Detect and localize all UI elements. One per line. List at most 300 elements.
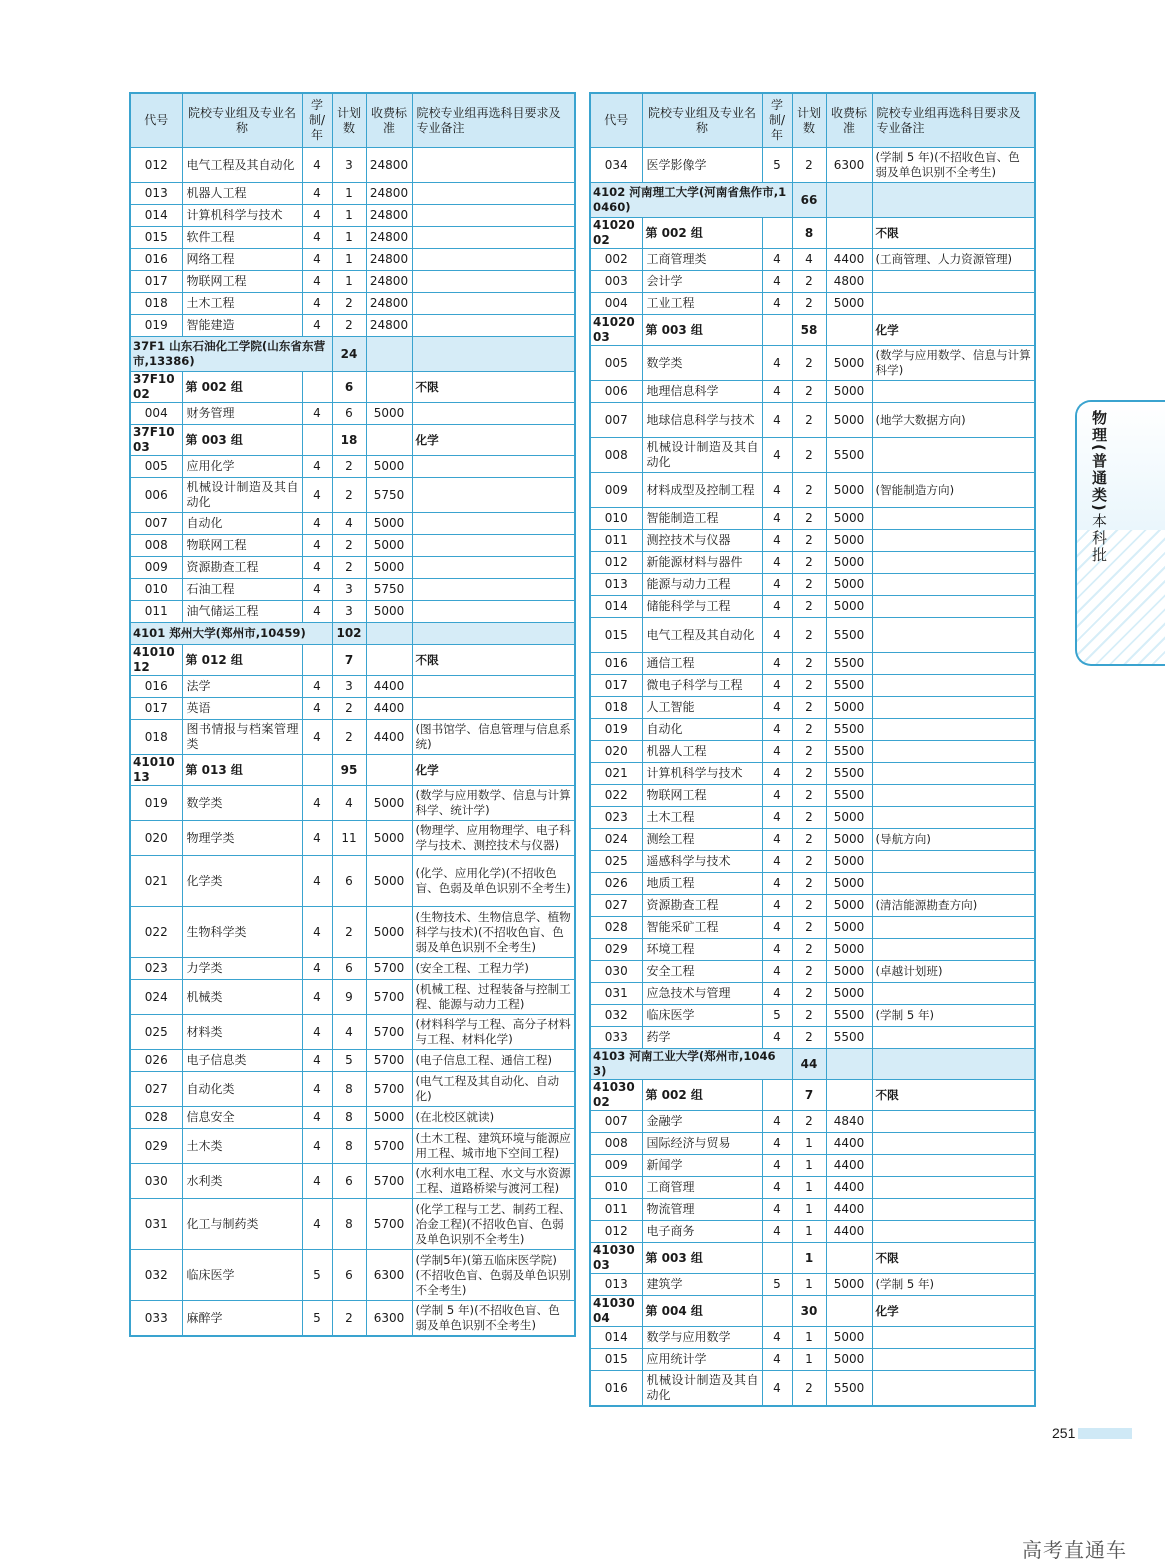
major-years: 4 [762,1349,792,1371]
major-plan: 1 [792,1199,826,1221]
major-years: 4 [302,980,332,1015]
group-years-empty [302,755,332,786]
major-row [590,403,1035,438]
major-code: 029 [590,939,642,961]
major-years: 4 [302,1164,332,1199]
major-note [872,508,1035,530]
major-name: 工业工程 [642,293,762,315]
major-note [412,579,575,601]
major-code: 018 [130,293,182,315]
major-row [590,983,1035,1005]
major-years: 4 [302,293,332,315]
major-code: 021 [130,856,182,907]
major-code: 011 [590,1199,642,1221]
major-name: 医学影像学 [642,148,762,183]
major-plan: 2 [792,763,826,785]
major-years: 4 [762,675,792,697]
major-row [130,856,575,907]
major-note [872,1199,1035,1221]
major-name: 化学类 [182,856,302,907]
major-years: 4 [302,557,332,579]
major-years: 4 [302,403,332,425]
major-code: 008 [130,535,182,557]
major-name: 会计学 [642,271,762,293]
group-fee-empty [366,755,412,786]
major-row [130,183,575,205]
major-fee: 5500 [826,763,872,785]
major-note [872,1327,1035,1349]
major-plan: 1 [792,1133,826,1155]
major-plan: 1 [792,1155,826,1177]
major-years: 4 [762,530,792,552]
table-header-row [590,93,1035,148]
major-code: 006 [590,381,642,403]
major-fee: 4400 [366,698,412,720]
major-plan: 2 [332,1301,366,1337]
major-plan: 5 [332,1050,366,1072]
major-fee: 6300 [826,148,872,183]
major-note [412,456,575,478]
major-note [872,851,1035,873]
major-fee: 6300 [366,1250,412,1301]
major-name: 物联网工程 [182,271,302,293]
major-code: 013 [130,183,182,205]
major-plan: 2 [792,596,826,618]
group-name: 第 003 组 [182,425,302,456]
major-code: 009 [130,557,182,579]
major-years: 5 [762,1005,792,1027]
major-name: 力学类 [182,958,302,980]
major-fee: 5000 [826,807,872,829]
school-note-empty [412,623,575,645]
major-fee: 5000 [366,535,412,557]
major-fee: 5500 [826,1005,872,1027]
major-fee: 5000 [826,1349,872,1371]
group-requirement: 化学 [872,1296,1035,1327]
major-code: 014 [590,1327,642,1349]
major-fee: 5000 [366,821,412,856]
major-row [130,1199,575,1250]
group-plan: 7 [792,1080,826,1111]
major-note [412,601,575,623]
major-code: 025 [590,851,642,873]
major-fee: 4400 [826,1221,872,1243]
group-requirement: 不限 [412,645,575,676]
major-fee: 24800 [366,293,412,315]
major-code: 025 [130,1015,182,1050]
major-years: 4 [302,1050,332,1072]
major-note [872,574,1035,596]
major-note [412,183,575,205]
major-row [130,513,575,535]
major-row [130,1164,575,1199]
major-note [872,618,1035,653]
major-name: 生物科学类 [182,907,302,958]
major-fee: 4400 [826,1177,872,1199]
school-row [130,623,575,645]
major-row [130,676,575,698]
major-name: 遥感科学与技术 [642,851,762,873]
major-fee: 5000 [366,907,412,958]
group-code: 4101013 [130,755,182,786]
major-name: 物联网工程 [642,785,762,807]
major-row [590,653,1035,675]
major-plan: 2 [792,1027,826,1049]
major-years: 4 [762,293,792,315]
major-years: 4 [762,1133,792,1155]
major-name: 应用统计学 [642,1349,762,1371]
major-name: 电气工程及其自动化 [182,148,302,183]
major-name: 金融学 [642,1111,762,1133]
major-years: 4 [302,456,332,478]
major-note [872,719,1035,741]
major-name: 临床医学 [182,1250,302,1301]
major-code: 028 [590,917,642,939]
group-years-empty [762,1296,792,1327]
group-plan: 18 [332,425,366,456]
major-fee: 24800 [366,271,412,293]
major-row [130,478,575,513]
major-name: 工商管理 [642,1177,762,1199]
major-name: 计算机科学与技术 [182,205,302,227]
major-row [590,381,1035,403]
major-code: 019 [130,315,182,337]
major-plan: 2 [332,535,366,557]
major-years: 4 [762,807,792,829]
group-name: 第 002 组 [182,372,302,403]
major-years: 4 [762,939,792,961]
major-name: 财务管理 [182,403,302,425]
major-years: 4 [762,961,792,983]
header-years: 学制/年 [762,93,792,148]
major-years: 4 [302,786,332,821]
major-fee: 5500 [826,675,872,697]
major-plan: 6 [332,403,366,425]
major-code: 034 [590,148,642,183]
school-row [590,1049,1035,1080]
major-name: 微电子科学与工程 [642,675,762,697]
major-fee: 5000 [826,508,872,530]
major-code: 032 [130,1250,182,1301]
major-note: (水利水电工程、水文与水资源工程、道路桥梁与渡河工程) [412,1164,575,1199]
major-plan: 2 [792,829,826,851]
major-code: 007 [590,403,642,438]
major-name: 电气工程及其自动化 [642,618,762,653]
group-name: 第 012 组 [182,645,302,676]
major-fee: 5700 [366,1072,412,1107]
major-plan: 8 [332,1107,366,1129]
school-fee-empty [826,183,872,218]
major-years: 4 [302,676,332,698]
section-side-tab [1075,400,1165,666]
major-name: 图书情报与档案管理类 [182,720,302,755]
major-plan: 2 [792,807,826,829]
major-note [412,676,575,698]
major-row [130,293,575,315]
major-row [590,763,1035,785]
major-note [872,675,1035,697]
header-note: 院校专业组再选科目要求及专业备注 [872,93,1035,148]
major-fee: 5000 [826,552,872,574]
group-name: 第 002 组 [642,1080,762,1111]
group-code: 37F1003 [130,425,182,456]
major-row [130,980,575,1015]
watermark-text: 高考直通车 [1022,1538,1127,1562]
major-code: 019 [590,719,642,741]
major-code: 011 [130,601,182,623]
major-plan: 2 [792,381,826,403]
group-requirement: 化学 [412,425,575,456]
major-years: 4 [762,983,792,1005]
major-code: 017 [130,698,182,720]
major-row [590,508,1035,530]
major-fee: 5700 [366,1129,412,1164]
school-fee-empty [366,337,412,372]
major-code: 027 [590,895,642,917]
major-code: 020 [590,741,642,763]
major-years: 4 [302,315,332,337]
group-row [590,1296,1035,1327]
group-code: 37F1002 [130,372,182,403]
group-plan: 1 [792,1243,826,1274]
school-fee-empty [366,623,412,645]
major-plan: 2 [792,961,826,983]
major-fee: 5000 [366,403,412,425]
major-plan: 2 [792,983,826,1005]
group-plan: 58 [792,315,826,346]
major-fee: 5000 [826,1327,872,1349]
major-note [872,1111,1035,1133]
major-code: 013 [590,574,642,596]
major-fee: 24800 [366,227,412,249]
major-code: 009 [590,1155,642,1177]
major-row [130,698,575,720]
major-code: 018 [130,720,182,755]
major-name: 英语 [182,698,302,720]
major-note [412,535,575,557]
major-years: 5 [762,1274,792,1296]
major-code: 015 [590,1349,642,1371]
major-fee: 5700 [366,1164,412,1199]
major-name: 储能科学与工程 [642,596,762,618]
group-fee-empty [826,1080,872,1111]
major-plan: 2 [792,1111,826,1133]
major-name: 新能源材料与器件 [642,552,762,574]
group-years-empty [302,645,332,676]
table-header-row [130,93,575,148]
major-code: 030 [590,961,642,983]
major-row [130,227,575,249]
group-plan: 30 [792,1296,826,1327]
major-name: 资源勘查工程 [642,895,762,917]
major-row [590,807,1035,829]
major-years: 4 [762,271,792,293]
major-row [130,1129,575,1164]
major-plan: 2 [792,653,826,675]
header-code: 代号 [590,93,642,148]
major-plan: 3 [332,579,366,601]
major-plan: 2 [792,346,826,381]
side-tab-batch: 本科批 [1090,512,1108,564]
major-fee: 5700 [366,1015,412,1050]
major-years: 4 [762,741,792,763]
major-name: 智能制造工程 [642,508,762,530]
major-row [590,917,1035,939]
major-years: 4 [302,1107,332,1129]
major-fee: 24800 [366,183,412,205]
major-note [872,763,1035,785]
major-row [590,895,1035,917]
major-plan: 2 [332,698,366,720]
major-row [590,574,1035,596]
major-name: 物理学类 [182,821,302,856]
major-row [590,873,1035,895]
major-code: 006 [130,478,182,513]
major-fee: 5000 [826,983,872,1005]
major-fee: 24800 [366,315,412,337]
major-row [130,148,575,183]
major-plan: 2 [792,719,826,741]
major-note [872,293,1035,315]
major-fee: 5000 [826,596,872,618]
major-fee: 5000 [366,856,412,907]
major-code: 003 [590,271,642,293]
major-years: 4 [762,438,792,473]
major-years: 4 [302,698,332,720]
group-name: 第 002 组 [642,218,762,249]
major-code: 016 [590,1371,642,1407]
major-code: 020 [130,821,182,856]
major-row [590,785,1035,807]
major-plan: 2 [792,508,826,530]
major-name: 机械设计制造及其自动化 [182,478,302,513]
group-code: 4103004 [590,1296,642,1327]
major-plan: 1 [792,1327,826,1349]
major-years: 4 [762,763,792,785]
major-row [130,205,575,227]
major-note [872,381,1035,403]
school-plan: 44 [792,1049,826,1080]
major-fee: 5000 [366,786,412,821]
major-note [412,205,575,227]
major-note: (生物技术、生物信息学、植物科学与技术)(不招收色盲、色弱及单色识别不全考生) [412,907,575,958]
major-plan: 2 [792,438,826,473]
major-years: 4 [762,473,792,508]
major-plan: 6 [332,1164,366,1199]
major-note [872,530,1035,552]
major-years: 4 [302,183,332,205]
major-code: 023 [590,807,642,829]
major-row [590,1274,1035,1296]
major-name: 资源勘查工程 [182,557,302,579]
major-name: 物联网工程 [182,535,302,557]
major-code: 031 [130,1199,182,1250]
major-name: 机械类 [182,980,302,1015]
major-name: 地球信息科学与技术 [642,403,762,438]
major-plan: 2 [792,574,826,596]
major-name: 信息安全 [182,1107,302,1129]
major-years: 4 [302,720,332,755]
major-plan: 2 [332,293,366,315]
left-table-body [130,148,575,1337]
group-fee-empty [826,315,872,346]
major-row [590,1005,1035,1027]
major-code: 014 [130,205,182,227]
major-row [130,271,575,293]
major-years: 4 [302,148,332,183]
major-code: 012 [130,148,182,183]
group-fee-empty [366,645,412,676]
group-years-empty [762,218,792,249]
major-years: 4 [762,1111,792,1133]
major-plan: 3 [332,601,366,623]
major-row [130,1250,575,1301]
major-fee: 5000 [826,961,872,983]
major-code: 012 [590,552,642,574]
major-plan: 2 [332,907,366,958]
major-name: 物流管理 [642,1199,762,1221]
group-name: 第 003 组 [642,1243,762,1274]
major-note [872,1349,1035,1371]
major-name: 网络工程 [182,249,302,271]
group-name: 第 003 组 [642,315,762,346]
group-requirement: 化学 [872,315,1035,346]
major-note [412,293,575,315]
group-row [590,1080,1035,1111]
major-plan: 3 [332,676,366,698]
major-plan: 1 [792,1349,826,1371]
major-fee: 5000 [366,456,412,478]
major-plan: 2 [792,895,826,917]
major-name: 应用化学 [182,456,302,478]
major-years: 4 [762,1155,792,1177]
group-name: 第 004 组 [642,1296,762,1327]
major-row [590,741,1035,763]
major-row [130,1072,575,1107]
major-name: 自动化类 [182,1072,302,1107]
major-note [872,785,1035,807]
major-fee: 5750 [366,579,412,601]
major-years: 4 [302,535,332,557]
major-plan: 3 [332,148,366,183]
major-note: (学制 5 年) [872,1005,1035,1027]
major-code: 014 [590,596,642,618]
major-note: (数学与应用数学、信息与计算科学) [872,346,1035,381]
major-plan: 9 [332,980,366,1015]
major-code: 017 [590,675,642,697]
major-note [872,917,1035,939]
major-plan: 1 [792,1221,826,1243]
major-row [590,1371,1035,1407]
major-years: 4 [302,205,332,227]
major-plan: 4 [792,249,826,271]
major-note [872,1371,1035,1407]
major-code: 009 [590,473,642,508]
major-years: 4 [762,1221,792,1243]
group-years-empty [762,1243,792,1274]
major-name: 化工与制药类 [182,1199,302,1250]
major-note [872,1155,1035,1177]
major-note: (学制 5 年)(不招收色盲、色弱及单色识别不全考生) [872,148,1035,183]
major-plan: 2 [792,271,826,293]
major-plan: 2 [792,697,826,719]
major-fee: 5000 [826,851,872,873]
major-name: 自动化 [182,513,302,535]
major-row [590,1027,1035,1049]
major-years: 4 [762,1027,792,1049]
major-note: (地学大数据方向) [872,403,1035,438]
major-note [872,741,1035,763]
